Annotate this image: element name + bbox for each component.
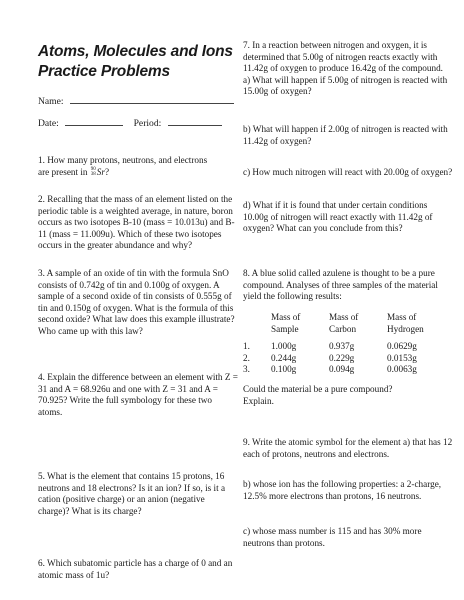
iso-mass: 90 [90,167,96,173]
table-cell: 1.000g [271,341,297,352]
date-label: Date: [38,118,59,129]
period-label: Period: [133,118,162,129]
isotope-notation [91,167,96,177]
table-cell: 0.100g [271,364,297,375]
q1-text: are present in [38,166,88,177]
question-8-outro: Could the material be a pure compound? Explain. [243,384,393,406]
q7-part-d: d) What if it is found that under certain conditions 10.00g of nitrogen will react exactly with 11.42g of oxygen? What can you conclude from this? [243,200,433,234]
name-label: Name: [38,96,64,107]
table-row [243,341,449,353]
q9-part-c: c) whose mass number is 115 and has 30% more neutrons than protons. [243,526,422,548]
question-7 [243,40,453,98]
element-symbol: Sr [96,166,105,177]
q9-part-b: b) whose ion has the following properties: a 2-charge, 12.5% more electrons than protons, 16 neutrons. [243,479,442,501]
question-1 [38,155,238,178]
table-row [243,364,449,376]
question-6: 6. Which subatomic particle has a charge of 0 and an atomic mass of 1u? [38,558,233,580]
header-carbon-2: Carbon [329,323,357,334]
question-8-intro: 8. A blue solid called azulene is thought to be a pure compound. Analyses of three samples of the material yield the following results: [243,268,438,302]
table-cell: 0.0063g [387,364,417,375]
question-2: 2. Recalling that the mass of an element listed on the periodic table is a weighted average, in nature, boron occurs as two isotopes B-10 (mass = 10.013u) and B-11 (mass = 11.009u). Which of these two isotopes occurs in the greater abundance and why? [38,194,235,251]
question-3: 3. A sample of an oxide of tin with the formula SnO consists of 0.742g of tin and 0.100g of oxygen. A sample of a second oxide of tin consists of 0.555g of tin and 0.150g of oxygen. What is the formula of this second oxide? What law does this example illustrate? Who came up with this law? [38,268,235,336]
header-hydrogen-1: Mass of [387,312,417,322]
table-row [243,353,449,365]
name-blank[interactable] [70,94,234,104]
q1-line-2 [38,167,238,179]
q7-part-c: c) How much nitrogen will react with 20.00g of oxygen? [243,167,453,177]
header-hydrogen-2: Hydrogen [387,323,424,334]
title-line-1: Atoms, Molecules and Ions [38,43,233,60]
table-cell: 3. [243,364,250,375]
table-header-cell [329,312,387,335]
header-sample-2: Sample [271,323,299,334]
table-cell: 0.0629g [387,341,417,352]
table-cell: 0.094g [329,364,355,375]
q7-part-b: b) What will happen if 2.00g of nitrogen is reacted with 11.42g of oxygen? [243,124,448,146]
table-header-cell [243,312,271,335]
question-9-intro: 9. Write the atomic symbol for the element a) that has 12 each of protons, neutrons and electrons. [243,437,453,459]
header-carbon-1: Mass of [329,312,359,322]
table-cell: 2. [243,352,250,363]
page-title [38,42,238,82]
date-field[interactable] [38,116,222,130]
table-cell: 0.0153g [387,352,417,363]
period-blank[interactable] [168,116,222,126]
table-cell: 1. [243,341,250,352]
q7-intro: 7. In a reaction between nitrogen and oxygen, it is determined that 5.00g of nitrogen reacts exactly with 11.42g of oxygen to produce 16.42g of the compound. [243,40,443,74]
table-header-cell [271,312,329,335]
q7-part-a: a) What will happen if 5.00g of nitrogen is reacted with 15.00g of oxygen? [243,74,448,97]
name-field[interactable] [38,94,234,108]
date-blank[interactable] [65,116,123,126]
q1-tail: ? [104,166,110,177]
table-cell: 0.937g [329,341,355,352]
iso-number: 38 [90,172,96,178]
table-cell: 0.229g [329,352,355,363]
question-5: 5. What is the element that contains 15 protons, 16 neutrons and 18 electrons? Is it an ion? If so, is it a cation (positive charge) or an anion (negative charge)? What is its charge? [38,471,226,516]
title-line-2: Practice Problems [38,63,170,80]
question-4: 4. Explain the difference between an element with Z = 31 and A = 68.926u and one with Z = 31 and A = 70.925? Write the full symbology for these two atoms. [38,372,238,417]
table-header-row [243,312,449,335]
azulene-table [243,312,449,376]
q1-line-1: 1. How many protons, neutrons, and electrons [38,155,208,165]
table-cell: 0.244g [271,352,297,363]
header-sample-1: Mass of [271,312,301,322]
table-header-cell [387,312,449,335]
